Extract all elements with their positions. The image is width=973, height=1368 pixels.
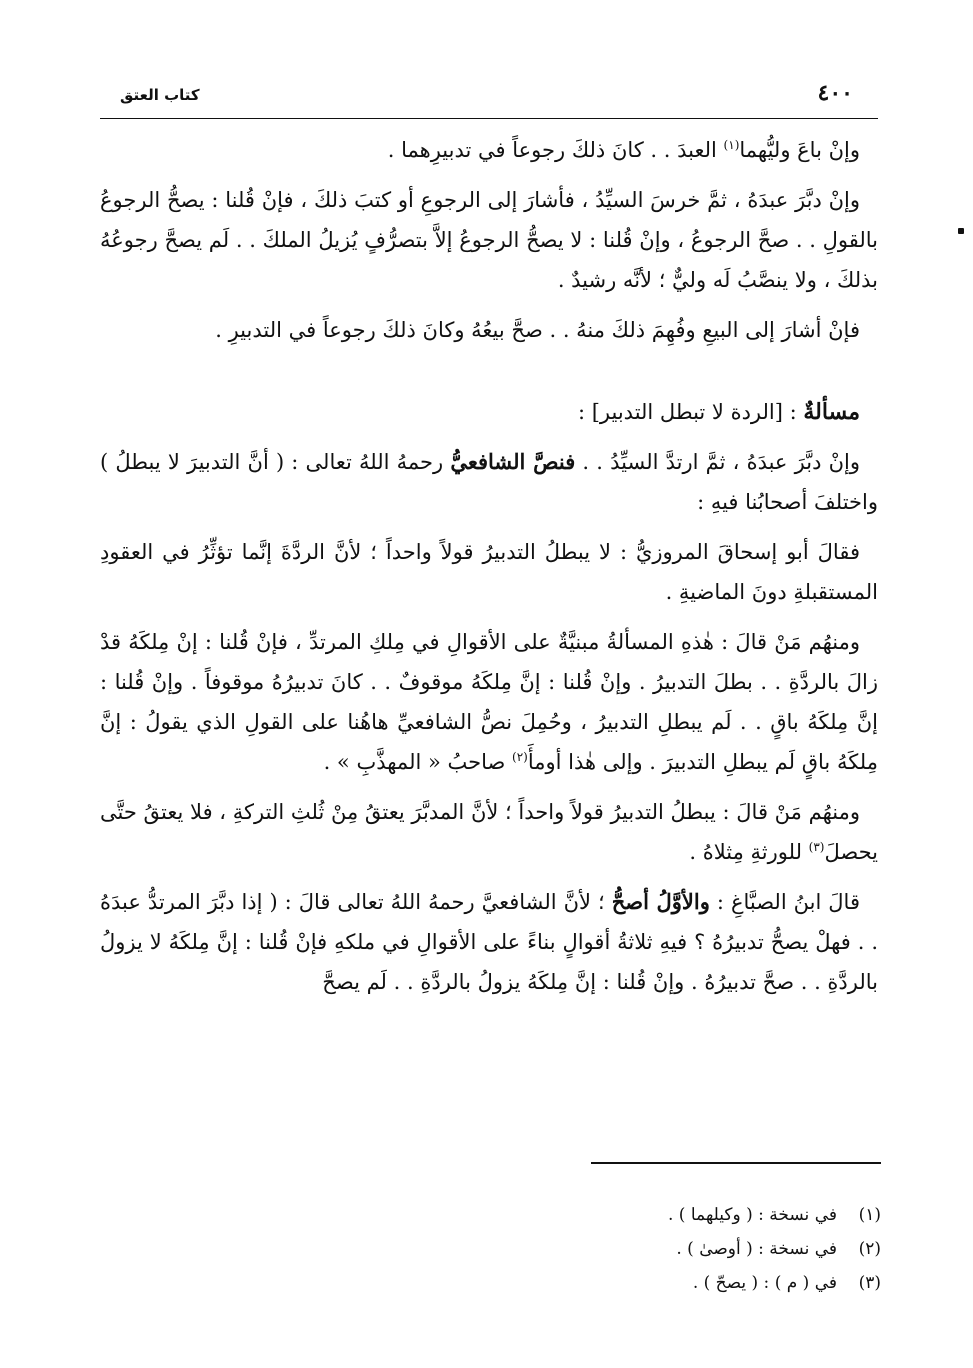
paragraph-7 xyxy=(100,622,878,782)
paragraph-7-text-b: صاحبُ « المهذَّبِ » . xyxy=(323,750,513,774)
footnote-number: (٢) xyxy=(858,1239,881,1259)
paragraph-6: فقالَ أبو إسحاقَ المروزيُّ : لا يبطلُ التدبيرُ قولاً واحداً ؛ لأنَّ الردَّةَ إنَّما تؤثِّرُ في العقودِ المستقبلةِ دونَ الماضيةِ . xyxy=(100,540,878,604)
paragraph-8-text-a: ومنهُم مَنْ قالَ : يبطلُ التدبيرُ قولاً واحداً ؛ لأنَّ المدبَّرَ يعتقُ مِنْ ثُلثِ التركةِ ، فلا يعتقُ حتَّى يحصلَ xyxy=(100,800,878,864)
paragraph-9-text-b: ؛ لأنَّ الشافعيَّ رحمهُ اللهُ تعالى قالَ : ( إذا دبَّرَ المرتدُّ عبدَهُ . . فهلْ يصحُّ تدبيرُهُ ؟ فيهِ ثلاثةُ أقوالٍ بناءً على الأقوالِ في ملكهِ فإنْ قُلنا : إنَّ مِلكَهُ لا يزولُ بالردَّةِ . . صحَّ تدبيرُهُ . وإنْ قُلنا : إنَّ مِلكَهُ يزولُ بالردَّةِ . . لَم يصحَّ xyxy=(100,890,878,994)
header-rule xyxy=(100,118,878,119)
running-title: كتاب العتق xyxy=(120,86,200,104)
paragraph-1-text-a: وإنْ باعَ وليُّهما xyxy=(739,138,860,162)
paragraph-3: فإنْ أشارَ إلى البيعِ وفُهِمَ ذلكَ منهُ . . صحَّ بيعُهُ وكانَ ذلكَ رجوعاً في التدبيرِ . xyxy=(215,318,860,342)
section-heading-label: مسألةٌ xyxy=(803,399,860,425)
footnote-1 xyxy=(381,1198,881,1232)
footnote-ref-1[interactable]: (١) xyxy=(723,138,740,152)
page-number: ٤٠٠ xyxy=(817,80,853,106)
footnotes xyxy=(381,1198,881,1300)
paragraph-9-bold: والأوَّلُ أصحُّ xyxy=(611,889,710,914)
paragraph-5-text-a: وإنْ دبَّرَ عبدَهُ ، ثمَّ ارتدَّ السيِّدُ . . xyxy=(575,450,860,474)
paragraph-1 xyxy=(100,130,878,170)
paragraph-1-text-b: العبدَ . . كانَ ذلكَ رجوعاً في تدبيرِهما . xyxy=(387,138,724,162)
footnote-ref-2[interactable]: (٢) xyxy=(512,750,528,764)
paragraph-9-text-a: قالَ ابنُ الصبَّاغِ : xyxy=(709,890,860,914)
section-heading-title: : [الردة لا تبطل التدبير] : xyxy=(577,400,804,424)
paragraph-7-text-a: ومنهُم مَنْ قالَ : هٰذهِ المسألةُ مبنيَّةٌ على الأقوالِ في مِلكِ المرتدِّ ، فإنْ قُلنا : إنْ مِلكَهُ قدْ زالَ بالردَّةِ . . بطلَ التدبيرُ . وإنْ قُلنا : إنَّ مِلكَهُ موقوفٌ . . كانَ تدبيرُهُ موقوفاً . وإنْ قُلنا : إنَّ مِلكَهُ باقٍ . . لَم يبطلِ التدبيرُ ، وحُمِلَ نصُّ الشافعيِّ هاهُنا على القولِ الذي يقولُ : إنَّ مِلكَهُ باقٍ لَم يبطلِ التدبيرَ . وإلى هٰذا أومأَ xyxy=(100,630,878,774)
margin-mark xyxy=(958,228,964,234)
paragraph-2: وإنْ دبَّرَ عبدَهُ ، ثمَّ خرسَ السيِّدُ ، فأشارَ إلى الرجوعِ أو كتبَ ذلكَ ، فإنْ قُلنا : يصحُّ الرجوعُ بالقولِ . . صحَّ الرجوعُ ، وإنْ قُلنا : لا يصحُّ الرجوعُ إلاَّ بتصرُّفٍ يُزيلُ الملكَ . . لَم يصحَّ رجوعُهُ بذلكَ ، ولا ينصَّبُ لَه وليٌّ ؛ لأنَّه رشيدٌ . xyxy=(100,188,878,292)
footnote-number: (٣) xyxy=(858,1273,881,1293)
paragraph-5-text-b: رحمهُ اللهُ تعالى : ( أنَّ التدبيرَ لا يبطلُ ) واختلفَ أصحابُنا فيهِ : xyxy=(100,450,878,514)
footnote-rule xyxy=(591,1162,881,1164)
footnote-number: (١) xyxy=(858,1205,881,1225)
footnote-3 xyxy=(381,1266,881,1300)
paragraph-8 xyxy=(100,792,878,872)
footnote-text: في نسخة : ( أوصىٰ ) . xyxy=(676,1239,837,1259)
footnote-text: في نسخة : ( وكيلهما ) . xyxy=(667,1205,837,1225)
section-heading xyxy=(100,392,878,432)
paragraph-8-text-b: للورثةِ مِثلاهُ . xyxy=(689,840,809,864)
paragraph-5 xyxy=(100,442,878,522)
footnote-text: في ( م ) : ( يصحّ ) . xyxy=(692,1273,837,1293)
footnote-2 xyxy=(381,1232,881,1266)
paragraph-5-bold: فنصَّ الشافعيُّ xyxy=(450,449,576,474)
main-text xyxy=(100,130,878,1012)
paragraph-9 xyxy=(100,882,878,1002)
footnote-ref-3[interactable]: (٣) xyxy=(808,840,825,854)
